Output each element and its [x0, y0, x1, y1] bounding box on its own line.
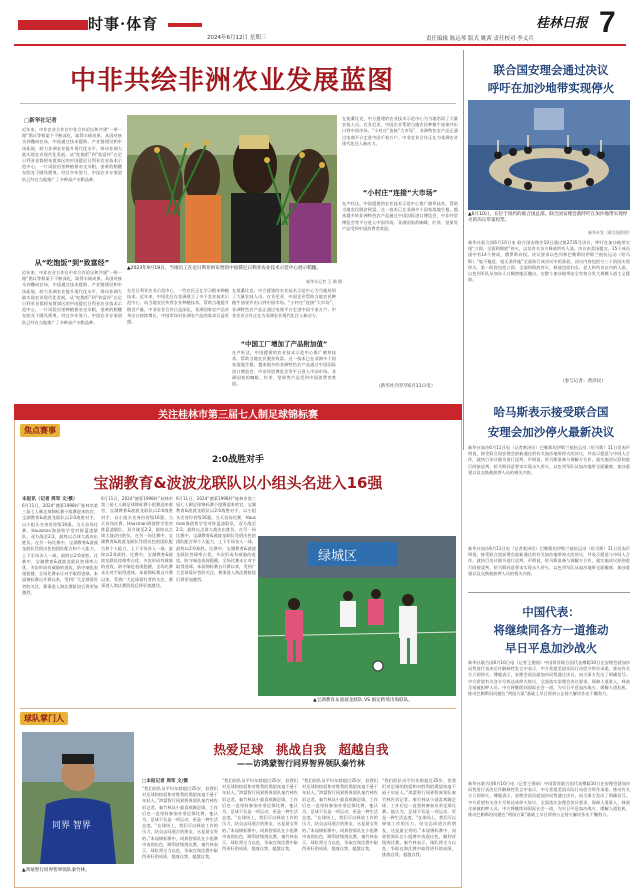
- lead-col3: 在莫桑比克，中方援建的农业技术示范中心为当地培训了大量农技人员。在肯尼亚，中国企业帮助当地农民种植牛油果并出口到中国市场。“小村庄”连接“大市场”，非洲特色农产品正通过电商平台走进中国千家万户。中非农业合作正在为非洲农业现代化注入新动力。: [232, 288, 336, 318]
- sports-photo: [258, 536, 456, 696]
- lead-col4: 在莫桑比克，中方援建的农业技术示范中心为当地培训了大量农技人员。在肯尼亚，中国企业帮助当地农民种植牛油果并出口到中国市场。“小村庄”连接“大市场”，非洲特色农产品正通过电商平台走进中国千家万户。中非农业合作正在为非洲农业现代化注入新动力。: [342, 116, 458, 146]
- lead-col1: 近年来，中非农业合作在中非合作论坛和共建“一带一路”倡议等框架下不断深化，取得丰硕成果。从国对接头到撒向农场，中国通过技术援助、产业链建设和市场拓展，助力非洲农业提升现代化水平，带动非洲大陆实现农业现代化发展。从“吃饱饭”到“致富经”在尼日利亚首都阿布贾郊区的中国援尼日利亚农业技术示范中心，一片试验田里种植着杂交水稻，金黄的稻穗在阳光下随风摇曳。经过多年努力，中国农业专家团队已经在当地推广了多种高产水稻品种。: [22, 127, 122, 182]
- newspaper-logo: 桂林日报: [536, 16, 589, 31]
- issue-date: 2024年6月12日 星期三: [207, 35, 267, 41]
- china-rep-text-2: 新华社联合国6月10日电（记者王建刚）中国常驻联合国代表傅聪10日在安理会就加沙局势进行表决后作解释性发言中表示，中方希望美国实际行动信守所作承诺，推动有关方立即停火。傅聪表示，安理会再次就加沙局势通过决议，向当事方发出了明确信号。中方希望有关各方尽快达成停火协议，全面落实安理会决议要求，保障人道准入，释放全部被扣押人员。中方将继续同国际社会一道，为早日平息加沙战火、缓解人道危机、推动巴勒斯坦问题在“两国方案”基础上早日得到公正持久解决作出不懈努力。: [468, 781, 630, 818]
- china-rep-text: 新华社联合国6月10日电（记者王建刚）中国常驻联合国代表傅聪10日在安理会就加沙局势进行表决后作解释性发言中表示，中方希望美国实际行动信守所作承诺，推动有关方立即停火。傅聪表示，安理会再次就加沙局势通过决议，向当事方发出了明确信号。中方希望有关各方尽快达成停火协议，全面落实安理会决议要求，保障人道准入，释放全部被扣押人员。中方将继续同国际社会一道，为早日平息加沙战火、缓解人道危机、推动巴勒斯坦问题在“两国方案”基础上早日得到公正持久解决作出不懈努力。: [468, 660, 630, 697]
- sports-title: 宝湖教育&波波龙联队以小组头名进入16强: [93, 474, 383, 492]
- people-subtitle: ——访鸿蒙智行同界智界领队秦竹林: [237, 759, 365, 768]
- section-title: 时事·体育: [88, 15, 159, 33]
- lead-photo-credit: 新华社记者 王 倜 摄: [306, 279, 342, 284]
- un-story-text: 新华社联合国6月10日电 联合国安理会10日通过第2735号决议，呼吁在加沙地带实现“立即、全面和彻底”停火，以及有关各方释放所有人质。决议由美国提交，15个成员国中有14个赞成，俄罗斯弃权。决议要求以色列和巴勒斯坦伊斯兰抵抗运动（哈马斯）“毫不拖延、毫无条件地”全面执行该决议中的条款。决议内容包括分三个阶段实现停火。第一阶段包括立即、全面和彻底停火，释放包括妇女、老人和伤员在内的人质，以色列军队从加沙人口稠密地区撤出，在整个加沙地带安全有效分发大规模人道主义援助。: [468, 240, 630, 283]
- field-sign: 绿城区: [318, 549, 358, 564]
- focus-label: 焦点赛事: [20, 424, 60, 437]
- people-photo: [22, 732, 134, 864]
- sports-kicker: 2:0战胜对手: [211, 455, 265, 465]
- sports-photo-caption: ▲宝湖教育＆波波龙联队 VS 搞定跨境出海联队。: [313, 698, 413, 703]
- un-story-title1: 联合国安理会通过决议: [493, 63, 609, 77]
- people-text-col4: “我们的队员平均年龄超过35岁，但我们对足球的热爱和对胜利的渴望丝毫不逊于年轻人。”鸿蒙智行同界智界领队秦竹林告诉记者。秦竹林从小就喜欢踢足球，工作后也一直坚持参加业余足球比赛。他认为，足球不仅是一项运动，更是一种生活态度。“在球场上，我们可以释放工作的压力，结交志同道合的朋友，这是最宝贵的。”本届锦标赛中，同界智界队在小组赛中表现出色，顺利晋级淘汰赛。秦竹林表示，球队将全力以赴，争取在淘汰赛中取得更好的成绩，挑战自我、超越自我。: [382, 778, 456, 858]
- hamas-title1: 哈马斯表示接受联合国: [493, 405, 609, 419]
- right-divider: [468, 592, 630, 593]
- section-bar-right: [168, 23, 202, 27]
- people-byline: □本报记者 周军 文/摄: [142, 779, 188, 784]
- people-label: 球队掌门人: [20, 712, 68, 725]
- china-rep-title3: 早日平息加沙战火: [505, 641, 597, 655]
- china-rep-title1: 中国代表：: [522, 605, 580, 619]
- sports-text-col1: 6月11日，2024“德莱1998杯”桂林市第三届七人制足球锦标赛小组赛迎来收官，宝湖教育&波波龙联队以2:0战胜对手，以小组头名身份晋级16强。当天首场比赛，Hausman海创智学堂对阵蓝凌联队，双方战至2:2，最终以点球大战决出胜负。在另一场比赛中，宝湖教育&波波龙联队凭借出色的团队配合和个人能力，上下半场各入一球，最终以2:0获胜。比赛中，宝湖教育&波波龙联队控球率占优，多次形成有威胁的进攻，防守端也表现稳健，全场比赛未让对手取得进球。本届锦标赛自开赛以来，受到广大足球爱好者的关注，赛事进入淘汰赛阶段后将更加激烈。: [22, 503, 98, 595]
- team-leader-image: [22, 732, 134, 864]
- lead-photo-caption: ▲2023年9月19日，当地员工在尼日利亚阿布贾的中国援尼日利亚农业技术示范中心展示稻穗。: [127, 266, 321, 271]
- lead-col3b: 在卢旺达，中国援建的农业技术示范中心推广菌草技术，帮助当地农民脱贫致富。这一技术已在非洲多个国家落地生根。越来越多的非洲特色农产品通过中国国际进口博览会、中非经贸博览会等平台进入中国市场。非洲国家的咖啡、红茶、坚果等产品受到中国消费者欢迎。: [232, 350, 336, 387]
- lead-title: 中非共绘非洲农业发展蓝图: [69, 66, 394, 96]
- header-rule: [14, 44, 626, 46]
- hamas-text-2: 新华社加沙6月11日电（记者黄泽民）巴勒斯坦伊斯兰抵抗运动（哈马斯）11日发表声明说，接受联合国安理会最新通过的有关加沙地带停火的决议，并表示愿意与中间人合作，就执行决议细节进行谈判。声明说，哈马斯准备与调解方合作，就实施决议原则进行间接谈判，哈马斯同意要求实现永久停火、以色列军队从加沙地带全面撤离、加沙重建以及交换被扣押人员的相关内容。: [468, 546, 630, 576]
- lead-col2: 在尼日利亚农业示范中心，一些农民正在学习稻米种植技术。近年来，中国先后在非洲建立了多个农业技术示范中心，向当地农民传授农业种植技术，帮助当地提升粮食产量。中非农业合作日益深化，非洲国家农产品对华出口持续增长，中国市场对非洲农产品的需求日益旺盛。: [127, 288, 229, 325]
- hamas-text: 新华社加沙6月11日电（记者黄泽民）巴勒斯坦伊斯兰抵抗运动（哈马斯）11日发表声明说，接受联合国安理会最新通过的有关加沙地带停火的决议，并表示愿意与中间人合作，就执行决议细节进行谈判。声明说，哈马斯准备与调解方合作，就实施决议原则进行间接谈判，哈马斯同意要求实现永久停火、以色列军队从加沙地带全面撤离、加沙重建以及交换被扣押人员的相关内容。: [468, 445, 630, 475]
- security-council-image: [468, 100, 630, 210]
- people-text-col1: “我们的队员平均年龄超过35岁，但我们对足球的热爱和对胜利的渴望丝毫不逊于年轻人。”鸿蒙智行同界智界领队秦竹林告诉记者。秦竹林从小就喜欢踢足球，工作后也一直坚持参加业余足球比赛。他认为，足球不仅是一项运动，更是一种生活态度。“在球场上，我们可以释放工作的压力，结交志同道合的朋友，这是最宝贵的。”本届锦标赛中，同界智界队在小组赛中表现出色，顺利晋级淘汰赛。秦竹林表示，球队将全力以赴，争取在淘汰赛中取得更好的成绩，挑战自我、超越自我。: [142, 786, 218, 860]
- page-number: 7: [599, 6, 616, 39]
- sports-text-col3: 6月11日，2024“德莱1998杯”桂林市第三届七人制足球锦标赛小组赛迎来收官，宝湖教育&波波龙联队以2:0战胜对手，以小组头名身份晋级16强。当天首场比赛，Hausman海创智学堂对阵蓝凌联队，双方战至2:2，最终以点球大战决出胜负。在另一场比赛中，宝湖教育&波波龙联队凭借出色的团队配合和个人能力，上下半场各入一球，最终以2:0获胜。比赛中，宝湖教育&波波龙联队控球率占优，多次形成有威胁的进攻，防守端也表现稳健，全场比赛未让对手取得进球。本届锦标赛自开赛以来，受到广大足球爱好者的关注，赛事进入淘汰赛阶段后将更加激烈。: [176, 496, 256, 582]
- jersey-text: 同界 智界: [52, 821, 91, 831]
- un-story-title2: 呼吁在加沙地带实现停火: [487, 81, 615, 95]
- football-match-image: [258, 536, 456, 696]
- sports-mid-rule: [20, 708, 456, 709]
- lead-source: （新华社内罗毕6月11日电）: [376, 384, 436, 389]
- lead-col4b: 在卢旺达，中国援建的农业技术示范中心推广菌草技术，帮助当地农民脱贫致富。这一技术已在非洲多个国家落地生根。越来越多的非洲特色农产品通过中国国际进口博览会、中非经贸博览会等平台进入中国市场。非洲国家的咖啡、红茶、坚果等产品受到中国消费者欢迎。: [342, 201, 458, 231]
- subhead-factory: “中国工厂增加了产品附加值”: [240, 340, 328, 348]
- football-icon: [373, 661, 383, 671]
- un-story-author: （参与记者：黄泽民）: [560, 379, 606, 384]
- sports-text-col2: 6月11日，2024“德莱1998杯”桂林市第三届七人制足球锦标赛小组赛迎来收官，宝湖教育&波波龙联队以2:0战胜对手，以小组头名身份晋级16强。当天首场比赛，Hausman海创智学堂对阵蓝凌联队，双方战至2:2，最终以点球大战决出胜负。在另一场比赛中，宝湖教育&波波龙联队凭借出色的团队配合和个人能力，上下半场各入一球，最终以2:0获胜。比赛中，宝湖教育&波波龙联队控球率占优，多次形成有威胁的进攻，防守端也表现稳健，全场比赛未让对手取得进球。本届锦标赛自开赛以来，受到广大足球爱好者的关注，赛事进入淘汰赛阶段后将更加激烈。: [101, 496, 173, 588]
- hamas-title2: 安理会加沙停火最新决议: [487, 425, 615, 439]
- lead-title-rule: [20, 103, 456, 104]
- section-bar: [18, 20, 88, 30]
- people-text-col3: “我们的队员平均年龄超过35岁，但我们对足球的热爱和对胜利的渴望丝毫不逊于年轻人。”鸿蒙智行同界智界领队秦竹林告诉记者。秦竹林从小就喜欢踢足球，工作后也一直坚持参加业余足球比赛。他认为，足球不仅是一项运动，更是一种生活态度。“在球场上，我们可以释放工作的压力，结交志同道合的朋友，这是最宝贵的。”本届锦标赛中，同界智界队在小组赛中表现出色，顺利晋级淘汰赛。秦竹林表示，球队将全力以赴，争取在淘汰赛中取得更好的成绩，挑战自我、超越自我。: [302, 778, 378, 852]
- subhead-village: “小村庄”连接“大市场”: [362, 189, 438, 197]
- farmers-image: [127, 115, 337, 263]
- un-photo-credit: 新华社发（联合国供图）: [588, 230, 632, 235]
- un-photo: [468, 100, 630, 210]
- china-rep-title2: 将继续同各方一道推动: [493, 623, 609, 637]
- lead-photo: [127, 115, 337, 263]
- people-title: 热爱足球 挑战自我 超越自我: [213, 742, 389, 757]
- people-photo-caption: ▲鸿蒙智行同界智界领队秦竹林。: [22, 868, 90, 873]
- editor-info: 责任编辑 陈远琴 版式 姚茜 责任校对 李义兵: [426, 36, 534, 42]
- subhead-food: 从“吃饱饭”到“致富经”: [34, 259, 110, 267]
- sports-byline: 本报讯（记者 周军 文/摄）: [22, 497, 78, 502]
- column-divider: [463, 50, 464, 450]
- un-photo-caption: ▲6月10日，在位于纽约的联合国总部，联合国安理会就呼吁在加沙地带实现停火的决议草案投票。: [468, 212, 628, 223]
- page-header: [0, 0, 640, 45]
- lead-col1b: 近年来，中非农业合作在中非合作论坛和共建“一带一路”倡议等框架下不断深化，取得丰硕成果。从国对接头到撒向农场，中国通过技术援助、产业链建设和市场拓展，助力非洲农业提升现代化水平，带动非洲大陆实现农业现代化发展。从“吃饱饭”到“致富经”在尼日利亚首都阿布贾郊区的中国援尼日利亚农业技术示范中心，一片试验田里种植着杂交水稻，金黄的稻穗在阳光下随风摇曳。经过多年努力，中国农业专家团队已经在当地推广了多种高产水稻品种。: [22, 270, 122, 325]
- lead-byline: □新华社记者: [24, 118, 57, 124]
- people-text-col2: “我们的队员平均年龄超过35岁，但我们对足球的热爱和对胜利的渴望丝毫不逊于年轻人。”鸿蒙智行同界智界领队秦竹林告诉记者。秦竹林从小就喜欢踢足球，工作后也一直坚持参加业余足球比赛。他认为，足球不仅是一项运动，更是一种生活态度。“在球场上，我们可以释放工作的压力，结交志同道合的朋友，这是最宝贵的。”本届锦标赛中，同界智界队在小组赛中表现出色，顺利晋级淘汰赛。秦竹林表示，球队将全力以赴，争取在淘汰赛中取得更好的成绩，挑战自我、超越自我。: [222, 778, 298, 852]
- sports-banner-text: 关注桂林市第三届七人制足球锦标赛: [158, 410, 318, 421]
